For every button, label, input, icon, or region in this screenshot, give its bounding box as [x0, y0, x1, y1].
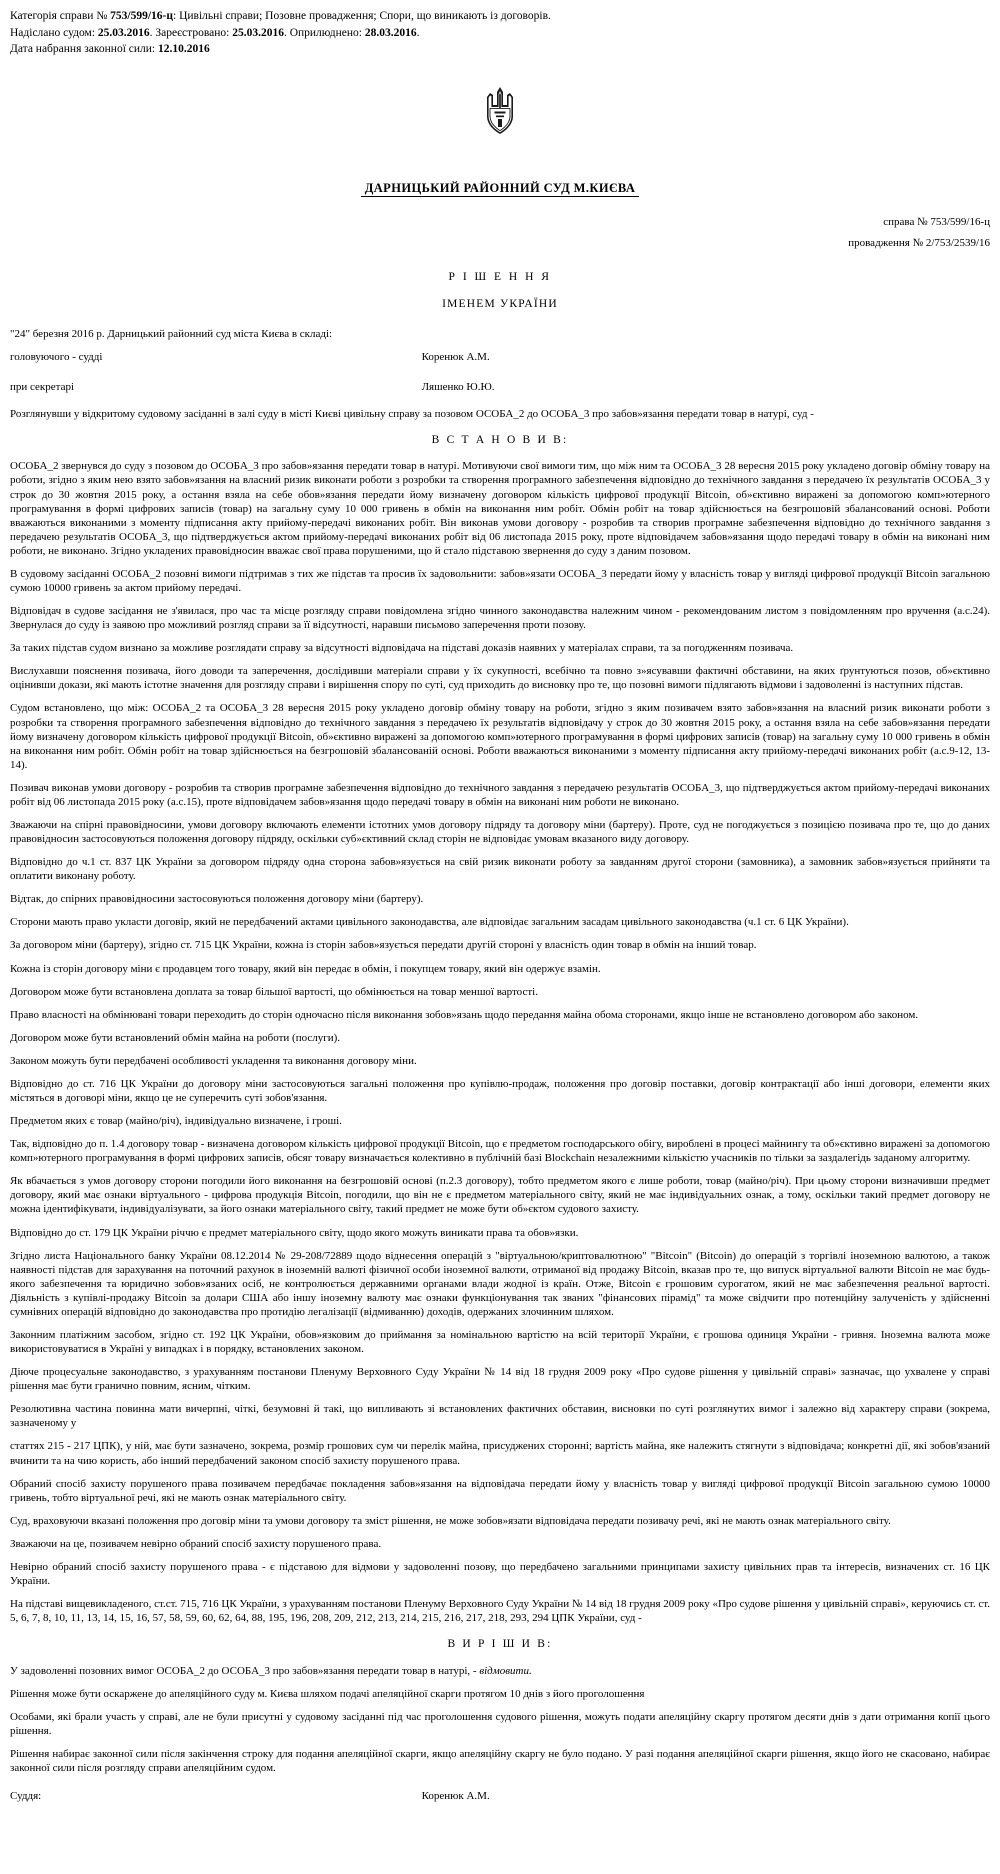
category-text: : Цивільні справи; Позовне провадження; Спори, що виникають із договорів. — [173, 10, 551, 22]
paragraph: Предметом яких є товар (майно/річ), індивідуально визначене, і гроші. — [10, 1115, 342, 1128]
paragraph: Відтак, до спірних правовідносини застосовуються положення договору міни (бартеру). — [10, 893, 424, 906]
paragraph: Зважаючи на це, позивачем невірно обраний спосіб захисту порушеного права. — [10, 1537, 382, 1550]
paragraph: Відповідно до ст. 716 ЦК України до договору міни застосовуються загальні положення про купівлю-продаж, положення про договір поставки, договір контрактації або інші договори, елементи яких містяться в договорі міни, якщо це не суперечить суті зобов'язання. — [10, 1077, 990, 1104]
case-number: справа № 753/599/16-ц — [883, 216, 990, 229]
paragraph: Кожна із сторін договору міни є продавцем того товару, який він передає в обмін, і покупцем товару, який він одержує взамін. — [10, 962, 601, 975]
paragraph: Вислухавши пояснення позивача, його доводи та заперечення, дослідивши матеріали справи у їх сукупності, всебічно та повно з»ясувавши фактичні обставини, на яких ґрунтуються позов, об»єктивно оцінивши докази, які мають істотне значення для розгляду справи і вирішення спору по суті, суд приходить до висновку про те, що позовні вимоги підлягають відмови і задоволенні із наступних підстав. — [10, 665, 990, 692]
presiding-row — [10, 350, 990, 364]
ukraine-coat-of-arms-icon — [483, 86, 517, 136]
hearing-intro: Розглянувши у відкритому судовому засіданні в залі суду в місті Києві цивільну справу за позовом ОСОБА_2 до ОСОБА_3 про забов»язання передати товар в натурі, суд - — [10, 407, 814, 420]
paragraph: Законом можуть бути передбачені особливості укладення та виконання договору міни. — [10, 1054, 417, 1067]
document-in-name-of: ІМЕНЕМ УКРАЇНИ — [442, 297, 558, 310]
date-and-composition: "24" березня 2016 р. Дарницький районний суд міста Києва в складі: — [10, 328, 333, 341]
paragraph: Договором може бути встановлений обмін майна на роботи (послуги). — [10, 1031, 341, 1044]
signature-name: Коренюк А.М. — [421, 1790, 490, 1803]
emblem-container — [10, 86, 990, 140]
paragraph: В судовому засіданні ОСОБА_2 позовні вимоги підтримав з тих же підстав та просив їх задовольнити: забов»язати ОСОБА_3 передати йому у власність товар у вигляді цифрової продукції Bitcoin загальною сумою 10000 гривень за актом прийому передачі. — [10, 567, 990, 594]
paragraph: Відповідач в судове засідання не з'явилася, про час та місце розгляду справи повідомлена згідно чинного законодавства належним чином - рекомендованим листом з повідомленням про вручення (а.с.24). Звернулася до суду із заявою про можливий розгляд справи за її відсутності, наравши письмово заперечення проти позову. — [10, 605, 990, 632]
paragraph: Договором може бути встановлена доплата за товар більшої вартості, що обмінюється на товар меншої вартості. — [10, 985, 538, 998]
presiding-label: головуючого - судді — [10, 351, 103, 364]
case-numbers — [10, 212, 990, 254]
paragraph: статтях 215 - 217 ЦПК), у ній, має бути зазначено, зокрема, розмір грошових сум чи перелік майна, присуджених сторонні; вартість майна, яке належить стягнути з відповідача; конкретні дії, які зобов'язаний вчинити та на чию користь, або інший передбачений законом спосіб захисту порушеного права. — [10, 1440, 990, 1467]
paragraph: Відповідно до ч.1 ст. 837 ЦК України за договором підряду одна сторона забов»язується на свій ризик виконати роботу за завданням другої сторони (замовника), а замовник забов»язується прийняти та оплатити виконану роботу. — [10, 856, 990, 883]
document-kind: Р І Ш Е Н Н Я — [448, 270, 552, 283]
paragraph: Як вбачається з умов договору сторони погодили його виконання на безгрошовій основі (п.2.3 договору), тобто предметом якого є лише роботи, товар (майно/річ). При цьому сторони визначивши предмет договору, який має ознаки віртуального - цифрова продукція Bitcoin, погодили, що він не є предметом матеріального світу, який не має індивідуальних ознак, а тому, оскільки такий предмет договору не можна ідентифікувати, індивідуалізувати, за його ознаки матеріального світу, такий предмет не може бути об»єктом судового захисту. — [10, 1175, 990, 1216]
registered-label: . Зареєстровано: — [149, 26, 233, 39]
paragraph: Відповідно до ст. 179 ЦК України річчю є предмет матеріального світу, щодо якого можуть виникати права та обов»язки. — [10, 1226, 579, 1239]
court-name — [10, 180, 990, 196]
force-label: Дата набрання законної сили: — [10, 43, 158, 56]
paragraph: Суд, враховуючи вказані положення про договір міни та умови договору та зміст рішення, не може зобов»язати відповідача передати позивачу речі, які не мають ознак матеріального світу. — [10, 1514, 891, 1527]
paragraph: На підставі вищевикладеного, ст.ст. 715, 716 ЦК України, з урахуванням постанови Пленуму Верховного Суду України № 14 від 18 грудня 2009 року «Про судове рішення у цивільній справі», керуючись ст. ст. 5, 6, 7, 8, 10, 11, 13, 14, 15, 16, 57, 58, 59, 60, 62, 64, 88, 195, 196, 208, 209, 212, 213, 214, 215, 216, 217, 218, 293, 294 ЦПК України, суд - — [10, 1598, 990, 1625]
paragraph: Резолютивна частина повинна мати вичерпні, чіткі, безумовні й такі, що випливають зі встановлених фактичних обставин, висновки по суті розглянутих вимог і залежно від характеру справи (зокрема, зазначеному у — [10, 1403, 990, 1430]
decision-main — [10, 1664, 990, 1678]
decision-main-text: У задоволенні позовних вимог ОСОБА_2 до ОСОБА_3 про забов»язання передати товар в натурі, - — [10, 1664, 480, 1677]
secretary-row — [10, 380, 990, 394]
category-row — [10, 8, 990, 25]
signature-role: Суддя: — [10, 1790, 42, 1803]
decision-force: Рішення набирає законної сили після закінчення строку для подання апеляційної скарги, якщо апеляційну скаргу не було подано. У разі подання апеляційної скарги рішення, якщо його не скасовано, набирає законної сили після розгляду справи апеляційним судом. — [10, 1748, 990, 1775]
established-heading: В С Т А Н О В И В: — [431, 433, 569, 446]
published-tail: . — [416, 26, 420, 39]
paragraph: Згідно листа Національного банку України 08.12.2014 № 29-208/72889 щодо віднесення операцій з "віртуальною/криптовалютною" "Bitcoin" (Bitcoin) до операцій з торгівлі іноземною валютою, а також наявності підстав для зарахування на поточний рахунок в іноземній валюті фізичної особи іноземної валюти, отриманої від продажу Bitcoin, вказав про те, що випуск віртуальної валюти Bitcoin не має будь-якого забезпечення та юридично зобов»язаних осіб, не контролюється державними органами влади жодної із країн. Отже, Bitcoin є грошовим сурогатом, який не має забезпечення реальної вартості. Діяльність з купівлі-продажу Bitcoin за долари США або іншу іноземну валюту має ознаки функціонування так званих "фінансових пірамід" та може свідчити про потенційну залученість у здійсненні сумнівних операцій відповідно до законодавства про протидію легалізації (відмиванню) доходів, одержаних злочинним шляхом. — [10, 1249, 990, 1318]
published-label: . Оприлюднено: — [283, 26, 365, 39]
paragraph: Обраний спосіб захисту порушеного права позивачем передбачає покладення забов»язання на відповідача передати йому у власність товар у вигляді цифрової продукції Bitcoin загальною сумою 10000 гривень, тобто віртуальної речі, які не мають ознак матеріального світу. — [10, 1477, 990, 1504]
paragraph: Право власності на обмінювані товари переходить до сторін одночасно після виконання зобов»язань щодо передання майна обома сторонами, якщо інше не встановлено договором або законом. — [10, 1008, 919, 1021]
paragraph: Законним платіжним засобом, згідно ст. 192 ЦК України, обов»язковим до приймання за номінальною вартістю на всій території України, є грошова одиниця України - гривня. Іноземна валюта може використовуватися в Україні у випадках і в порядку, встановлених законом. — [10, 1329, 990, 1356]
category-label: Категорія справи № — [10, 10, 111, 22]
published-date: 28.03.2016 — [364, 26, 417, 39]
force-date-row — [10, 41, 990, 58]
paragraph: Сторони мають право укласти договір, який не передбачений актами цивільного законодавства, але відповідає загальним засадам цивільного законодавства (ч.1 ст. 6 ЦК України). — [10, 916, 849, 929]
dates-row — [10, 25, 990, 42]
presiding-name: Коренюк А.М. — [421, 351, 490, 364]
paragraph: Діюче процесуальне законодавство, з урахуванням постанови Пленуму Верховного Суду України № 14 від 18 грудня 2009 року «Про судове рішення у цивільній справі» зазначає, що ухвалене у справі рішення має бути гранично повним, ясним, чітким. — [10, 1366, 990, 1393]
secretary-label: при секретарі — [10, 381, 75, 394]
decision-appeal: Рішення може бути оскаржене до апеляційного суду м. Києва шляхом подачі апеляційної скарги протягом 10 днів з його проголошення — [10, 1688, 645, 1701]
court-name-text: ДАРНИЦЬКИЙ РАЙОННИЙ СУД М.КИЄВА — [361, 181, 640, 197]
decision-main-emphasis: відмовити. — [479, 1664, 532, 1677]
sent-date: 25.03.2016 — [97, 26, 150, 39]
registered-date: 25.03.2016 — [232, 26, 284, 39]
paragraph: Судом встановлено, що між: ОСОБА_2 та ОСОБА_3 28 вересня 2015 року укладено договір обміну товару на роботи, згідно з яким позивачем взято забов»язання на власний ризик виконати роботи з розробки та створення програмного забезпечення відповідно до технічного завдання з передачею їх результатів відповідачу у строк до 30 жовтня 2015 року, а остання взяла на себе забов»язання передати йому визначену договором кількість цифрової продукції Bitcoin, об»єктивно виражені за допомогою комп»ютерного програмування в формі цифрових записів (товар) на загальну суму 10 000 гривень в обмін на виконання ним робіт. Обмін робіт на товар здійснюється на безгрошовій збалансованій основі. Роботи вважаються виконаними з моменту підписання акту прийому-передачі виконаних робіт (а.с.9-12, 13-14). — [10, 702, 990, 771]
category-number: 753/599/16-ц — [110, 10, 174, 22]
paragraph: Зважаючи на спірні правовідносини, умови договору включають елементи істотних умов договору підряду та договору міни (бартеру). Проте, суд не погоджується з позицією позивача про те, що до даних правовідносин застосовуються положення договору підряду, оскільки суб»єктивний склад сторін не відповідає умовам вказаного виду договору. — [10, 818, 990, 846]
paragraph: Так, відповідно до п. 1.4 договору товар - визначена договором кількість цифрової продукції Bitcoin, що є предметом господарського обігу, вироблені в процесі майнингу та об»єктивно виражені за допомогою комп»ютерного програмування в формі цифрових записів, обсяг товару визначається колективно в публічній базі Blockchain незалежними кількістю учасників по тільки за заздалегідь заданому алгоритму. — [10, 1138, 990, 1165]
paragraph: Позивач виконав умови договору - розробив та створив програмне забезпечення відповідно до технічного завдання з передачею результатів ОСОБА_3, що підтверджується актом прийому-передачі виконаних робіт від 06 листопада 2015 року (а.с.15), проте відповідачем забов»язання щодо передачі товару в обмін на виконані ним роботи не виконано. — [10, 781, 990, 808]
sent-label: Надіслано судом: — [10, 26, 98, 39]
force-date: 12.10.2016 — [157, 43, 210, 56]
paragraph: За таких підстав судом визнано за можливе розглядати справу за відсутності відповідача на підставі доказів наявних у матеріалах справи, та за погодженням позивача. — [10, 642, 794, 655]
document-metadata — [10, 8, 990, 58]
paragraph: Невірно обраний спосіб захисту порушеного права - є підставою для відмови у задоволенні позову, що передбачено загальними принципами захисту цивільних прав та інтересів, визначених ст. 16 ЦК України. — [10, 1560, 990, 1588]
secretary-name: Ляшенко Ю.Ю. — [421, 381, 495, 394]
paragraph: За договором міни (бартеру), згідно ст. 715 ЦК України, кожна із сторін забов»язується передати другій стороні у власність один товар в обмін на інший товар. — [10, 939, 757, 952]
decision-absent-parties: Особами, які брали участь у справі, але не були присутні у судовому засіданні під час проголошення судового рішення, можуть подати апеляційну скаргу протягом десяти днів з дати отримання копії цього рішення. — [10, 1711, 990, 1738]
decided-heading: В И Р І Ш И В: — [447, 1638, 553, 1651]
paragraph: ОСОБА_2 звернувся до суду з позовом до ОСОБА_3 про забов»язання передати товар в натурі. Мотивуючи свої вимоги тим, що між ним та ОСОБА_3 28 вересня 2015 року укладено договір обміну товару на роботи, згідно з яким нею взято забов»язання на власний ризик виконати роботи з розробки та створення програмного забезпечення відповідно до технічного завдання з передачею їх результатів ОСОБА_3 у строк до 30 жовтня 2015 року, а остання взяла на себе обов»язання передати йому визначену договором кількість цифрової продукції Bitcoin, об»єктивно виражені за допомогою комп»ютерного програмування в формі цифрових записів (товар) на загальну суму 10 000 гривень в обмін на виконання ним робіт. Обмін робіт на товар здійснюється на безгрошовій збалансований основі. Роботи вважаються виконаними з моменту підписання акту прийому-передачі виконаних робіт. Він виконав умови договору - розробив та створив програмне забезпечення відповідно до технічного завдання з передачею результатів ОСОБА_3, що підтверджується актом прийому-передачі виконаних робіт від 06 листопада 2015 року, проте відповідачем забов»язання щодо передачі товару в обмін на виконані ним роботи, не виконано. Згідно укладених правовідносин вважає свої права порушеними, що й стало підставою звернення до суду з даним позовом. — [10, 460, 990, 557]
proceeding-number: провадження № 2/753/2539/16 — [848, 236, 990, 249]
signature-block — [10, 1789, 990, 1803]
